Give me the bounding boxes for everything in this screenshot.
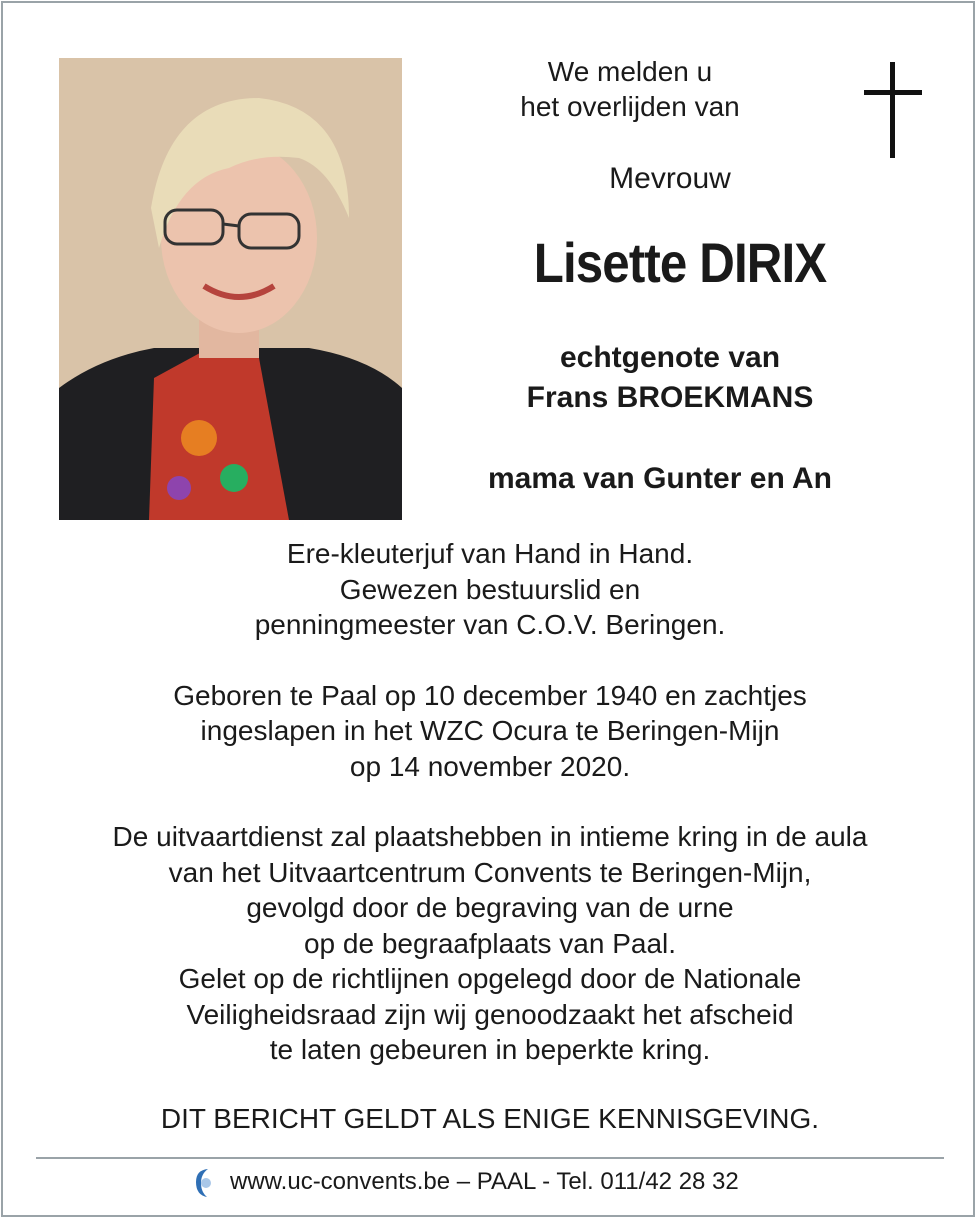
body-line: Veiligheidsraad zijn wij genoodzaakt het afscheid	[186, 998, 794, 1030]
honorific: Mevrouw	[609, 162, 731, 195]
body-line: op de begraafplaats van Paal.	[303, 927, 677, 959]
intro-line: We melden u	[547, 56, 713, 87]
body-line: ingeslapen in het WZC Ocura te Beringen-Mijn	[200, 715, 780, 746]
body-line: te laten gebeuren in beperkte kring.	[269, 1034, 711, 1065]
intro-line: het overlijden van	[520, 91, 740, 122]
body-line: De uitvaartdienst zal plaatshebben in intieme kring in de aula	[112, 821, 868, 852]
body-line: Gewezen bestuurslid en	[339, 573, 641, 605]
cross-icon	[864, 62, 922, 158]
body-line: Geboren te Paal op 10 december 1940 en zachtjes	[173, 679, 807, 711]
footer-divider	[36, 1157, 944, 1159]
spouse-line: echtgenote van	[559, 341, 781, 374]
footer	[190, 1164, 810, 1204]
body-line: Ere-kleuterjuf van Hand in Hand.	[286, 538, 694, 569]
footer-contact: www.uc-convents.be – PAAL - Tel. 011/42 28 32	[230, 1168, 739, 1195]
body-line: Gelet op de richtlijnen opgelegd door de Nationale	[178, 963, 802, 994]
children-line: mama van Gunter en An	[488, 462, 832, 495]
birth-death-paragraph	[40, 678, 940, 785]
notice-body	[40, 536, 940, 1103]
convents-logo-icon	[192, 1166, 214, 1200]
roles-paragraph	[40, 536, 940, 643]
deceased-name: Lisette DIRIX	[533, 231, 827, 294]
portrait-photo	[59, 58, 402, 520]
body-line: gevolgd door de begraving van de urne	[246, 892, 734, 923]
body-line: penningmeester van C.O.V. Beringen.	[254, 609, 726, 640]
body-line: van het Uitvaartcentrum Convents te Beringen-Mijn,	[168, 856, 812, 888]
spouse-line: Frans BROEKMANS	[526, 381, 814, 414]
intro-text	[460, 54, 800, 124]
body-line: op 14 november 2020.	[349, 750, 631, 782]
funeral-paragraph	[40, 819, 940, 1068]
closing-statement: DIT BERICHT GELDT ALS ENIGE KENNISGEVING.	[160, 1103, 820, 1134]
spouse-block	[440, 338, 900, 418]
